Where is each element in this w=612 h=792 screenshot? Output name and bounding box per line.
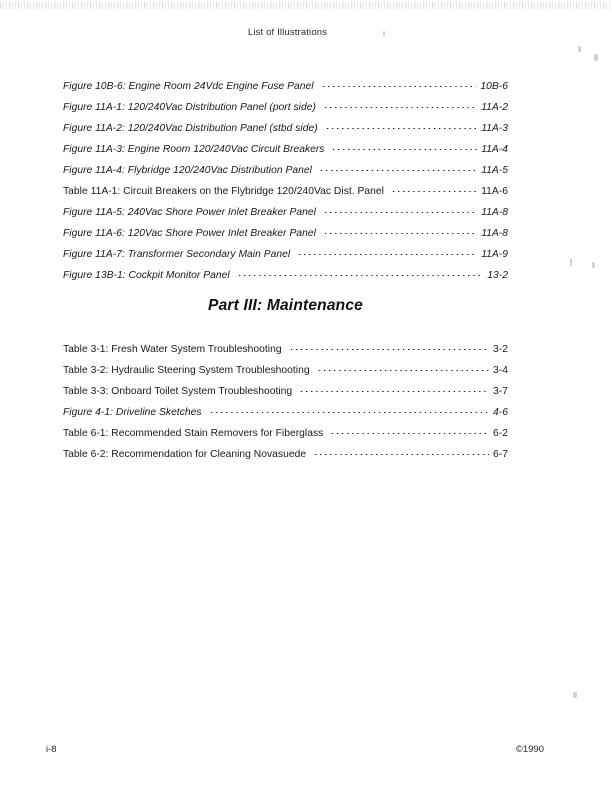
toc-leader-dots xyxy=(321,78,477,89)
toc-leader-dots xyxy=(323,204,477,215)
toc-entry[interactable] xyxy=(63,362,508,383)
running-head: List of Illustrations xyxy=(247,27,328,38)
toc-entry-title: Figure 11A-3: Engine Room 120/240Vac Circuit Breakers xyxy=(63,144,325,155)
toc-leader-dots xyxy=(325,120,478,131)
toc-entry-page-number: 11A-2 xyxy=(481,102,508,113)
toc-entry-title: Table 3-2: Hydraulic Steering System Troubleshooting xyxy=(63,365,310,376)
toc-entry-title: Figure 11A-1: 120/240Vac Distribution Panel (port side) xyxy=(63,102,316,113)
toc-entry[interactable] xyxy=(63,99,508,120)
toc-entry[interactable] xyxy=(63,383,508,404)
toc-entry-title: Table 6-2: Recommendation for Cleaning Novasuede xyxy=(63,449,307,460)
toc-entry-page-number: 6-7 xyxy=(493,449,508,460)
toc-entry-title: Figure 11A-7: Transformer Secondary Main Panel xyxy=(63,249,291,260)
scan-speck xyxy=(578,46,581,52)
toc-entry-title: Table 11A-1: Circuit Breakers on the Flybridge 120/240Vac Dist. Panel xyxy=(63,186,384,197)
toc-entry[interactable] xyxy=(63,341,508,362)
toc-entry-page-number: 3-4 xyxy=(493,365,508,376)
toc-entry-page-number: 10B-6 xyxy=(480,81,508,92)
toc-entry[interactable] xyxy=(63,120,508,141)
toc-entry-title: Figure 11A-6: 120Vac Shore Power Inlet Breaker Panel xyxy=(63,228,316,239)
toc-leader-dots xyxy=(391,183,477,194)
toc-entry-page-number: 11A-9 xyxy=(481,249,508,260)
toc-entry-page-number: 11A-8 xyxy=(481,228,508,239)
toc-entry[interactable] xyxy=(63,78,508,99)
toc-entry-page-number: 3-2 xyxy=(493,344,508,355)
toc-section-maintenance xyxy=(63,341,508,467)
toc-entry-page-number: 6-2 xyxy=(493,428,508,439)
toc-leader-dots xyxy=(299,383,489,394)
toc-entry[interactable] xyxy=(63,404,508,425)
toc-entry-page-number: 11A-5 xyxy=(481,165,508,176)
toc-leader-dots xyxy=(313,446,489,457)
toc-leader-dots xyxy=(237,267,484,278)
toc-entry-title: Figure 11A-4: Flybridge 120/240Vac Distribution Panel xyxy=(63,165,312,176)
toc-entry-page-number: 3-7 xyxy=(493,386,508,397)
toc-entry[interactable] xyxy=(63,225,508,246)
toc-entry[interactable] xyxy=(63,267,508,288)
toc-entry[interactable] xyxy=(63,425,508,446)
toc-entry-page-number: 11A-3 xyxy=(481,123,508,134)
toc-section-illustrations xyxy=(63,78,508,288)
toc-entry[interactable] xyxy=(63,204,508,225)
toc-entry-page-number: 11A-4 xyxy=(481,144,508,155)
scan-speck xyxy=(570,258,572,266)
toc-entry[interactable] xyxy=(63,446,508,467)
toc-entry-title: Figure 11A-5: 240Vac Shore Power Inlet Breaker Panel xyxy=(63,207,316,218)
toc-entry-page-number: 4-6 xyxy=(493,407,508,418)
toc-entry[interactable] xyxy=(63,246,508,267)
scan-speck xyxy=(594,54,598,61)
toc-entry-title: Table 6-1: Recommended Stain Removers for Fiberglass xyxy=(63,428,324,439)
toc-leader-dots xyxy=(289,341,489,352)
toc-leader-dots xyxy=(317,362,489,373)
toc-entry-page-number: 11A-8 xyxy=(481,207,508,218)
toc-entry[interactable] xyxy=(63,141,508,162)
toc-entry-title: Figure 10B-6: Engine Room 24Vdc Engine Fuse Panel xyxy=(63,81,314,92)
scan-artifact-top-band xyxy=(0,2,612,9)
toc-entry[interactable] xyxy=(63,162,508,183)
toc-entry-title: Figure 11A-2: 120/240Vac Distribution Panel (stbd side) xyxy=(63,123,318,134)
toc-leader-dots xyxy=(330,425,489,436)
toc-leader-dots xyxy=(319,162,477,173)
toc-leader-dots xyxy=(209,404,490,415)
toc-entry-title: Figure 13B-1: Cockpit Monitor Panel xyxy=(63,270,230,281)
footer-page-number: i-8 xyxy=(46,744,57,755)
toc-leader-dots xyxy=(331,141,477,152)
toc-entry-title: Table 3-3: Onboard Toilet System Troubleshooting xyxy=(63,386,293,397)
toc-leader-dots xyxy=(297,246,477,257)
part-heading: Part III: Maintenance xyxy=(208,297,363,314)
toc-entry-title: Table 3-1: Fresh Water System Troubleshooting xyxy=(63,344,282,355)
scan-speck xyxy=(573,692,577,698)
scan-speck xyxy=(592,262,595,268)
toc-leader-dots xyxy=(323,225,477,236)
toc-entry[interactable] xyxy=(63,183,508,204)
toc-entry-title: Figure 4-1: Driveline Sketches xyxy=(63,407,202,418)
footer-copyright: ©1990 xyxy=(515,744,544,755)
toc-entry-page-number: 13-2 xyxy=(487,270,508,281)
toc-leader-dots xyxy=(323,99,477,110)
toc-entry-page-number: 11A-6 xyxy=(481,186,508,197)
